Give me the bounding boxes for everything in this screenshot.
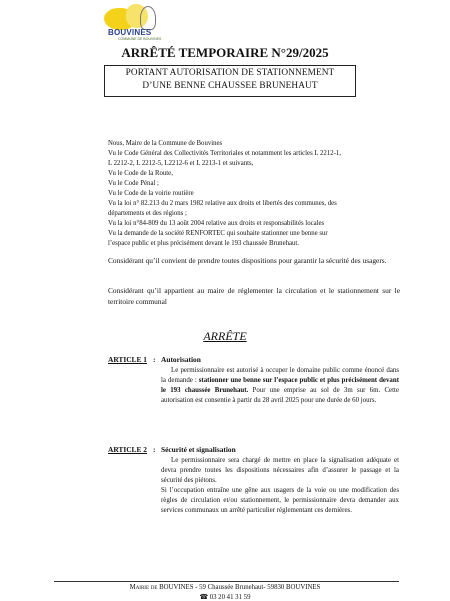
visa-line: Vu le Code de la Route, (108, 170, 173, 177)
footer-mairie: Mairie de (129, 584, 158, 591)
article-1-title: Autorisation (161, 355, 201, 364)
article-2-label: ARTICLE 2 (108, 445, 147, 454)
subject-line-2: D’UNE BENNE CHAUSSEE BRUNEHAUT (142, 81, 318, 91)
article-1-text-end: Pour une emprise au sol de 3m sur 6m. Cette autorisation est consentie à partir du 28 avril 2025 pour une durée de 60 jours. (161, 387, 399, 404)
considerant-regulation: Considérant qu’il appartient au maire de réglementer la circulation et le stationnement sur le territoire communal (108, 286, 400, 306)
logo-subtitle: COMMUNE DE BOUVINES (118, 37, 162, 41)
visa-line: Vu le Code de la voirie routière (108, 190, 194, 197)
visa-block (108, 139, 400, 249)
visa-line: départements et des régions ; (108, 210, 187, 217)
visa-line: Vu la loi n° 82.213 du 2 mars 1982 relative aux droits et libertés des communes, des (108, 200, 337, 207)
visa-line: l’espace public et plus précisément devant le 193 chaussée Brunehaut. (108, 240, 299, 247)
logo-tree-icon (140, 6, 156, 30)
footer-divider (54, 581, 399, 582)
article-2-paragraph-2: Si l’occupation entraîne une gêne aux usagers de la voie ou une modification des règles de circulation et/ou stationnement, le permissionnaire devra demander aux services communaux un arrêté particulier réglementant ces dernières. (161, 487, 399, 514)
article-1-colon: : (153, 355, 156, 364)
article-1-text: Le permissionnaire est autorisé à occuper le domaine public comme énoncé dans la demande : (161, 367, 399, 384)
visa-line: L 2212-2, L 2212-5, L2212-6 et L 2213-1 et suivants, (108, 160, 254, 167)
document-title: ARRÊTÉ TEMPORAIRE N°29/2025 (121, 45, 329, 60)
article-2-body (161, 456, 399, 516)
visa-line: Nous, Maire de la Commune de Bouvines (108, 140, 223, 147)
arrete-heading: ARRÊTE (203, 329, 247, 343)
article-1-body (161, 366, 399, 406)
visa-line: Vu le Code Général des Collectivités Territoriales et notamment les articles L 2212-1, (108, 150, 341, 157)
article-2-colon: : (153, 445, 156, 454)
phone-icon: ☎ (199, 594, 208, 601)
footer-phone-number: 03 20 41 31 59 (209, 594, 251, 601)
subject-line-1: PORTANT AUTORISATION DE STATIONNEMENT (125, 68, 335, 78)
article-2-title: Sécurité et signalisation (161, 445, 236, 454)
footer-address (0, 584, 450, 591)
commune-logo (98, 4, 164, 48)
visa-line: Vu la demande de la société RENFORTEC qui souhaite stationner une benne sur (108, 230, 328, 237)
visa-line: Vu la loi n°84-809 du 13 août 2004 relative aux droits et responsabilités locales (108, 220, 325, 227)
footer-address-text: BOUVINES - 59 Chaussée Brunehaut- 59830 BOUVINES (157, 584, 321, 591)
subject-box (104, 65, 356, 97)
considerant-security: Considérant qu’il convient de prendre toutes dispositions pour garantir la sécurité des usagers. (108, 256, 387, 265)
article-1-bold-text: stationner une benne sur l’espace public et plus précisément devant le 193 chaussée Brunehaut. (161, 377, 399, 394)
visa-line: Vu le Code Pénal ; (108, 180, 159, 187)
logo-name: BOUVINES (108, 28, 152, 37)
article-1-label: ARTICLE 1 (108, 355, 147, 364)
article-2-paragraph-1: Le permissionnaire sera chargé de mettre en place la signalisation adéquate et devra prendre toutes les dispositions nécessaires afin d’assurer le passage et la sécurité des piétons. (161, 457, 399, 484)
